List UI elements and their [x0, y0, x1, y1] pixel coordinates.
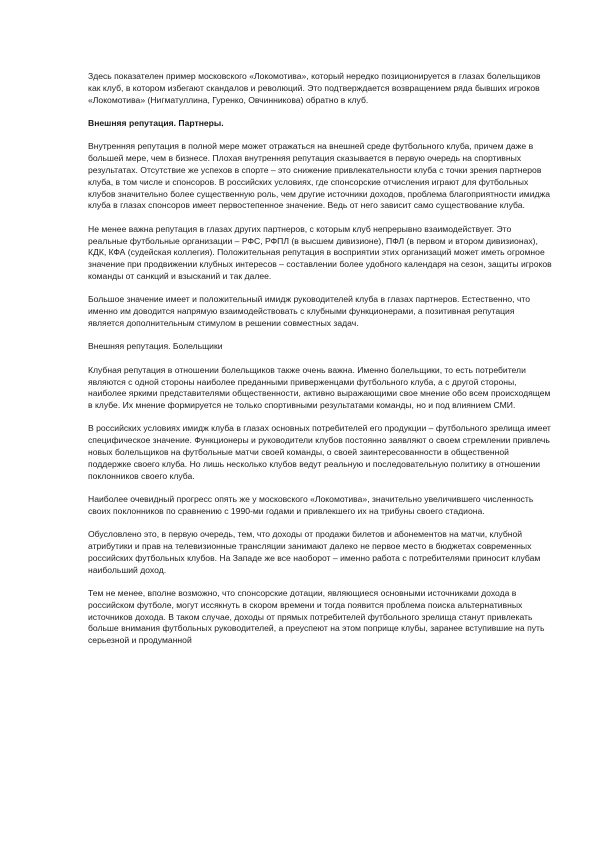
heading-partners: Внешняя репутация. Партнеры.	[88, 117, 224, 128]
paragraph-lokomotiv-example: Здесь показателен пример московского «Локомотива», который нередко позиционируется в глазах болельщиков как клуб, в котором избегают скандалов и революций. Это подтверждается возвращением ряда бывших игроков «Локомотива» (Нигматуллина, Гуренко, Овчинникова) обратно в клуб.	[88, 71, 541, 105]
paragraph-russian-conditions: В российских условиях имидж клуба в глазах основных потребителей его продукции – футбольного зрелища имеет специфическое значение. Функционеры и руководители клубов постоянно заявляют о своем стремлении привлечь новых болельщиков на футбольные матчи своей команды, о своей заинтересованности в общественной поддержке своего клуба. Но лишь несколько клубов ведут реальную и последовательную политику в отношении поклонников своего клуба.	[88, 423, 551, 481]
paragraph-sponsor-subsidies: Тем не менее, вполне возможно, что спонсорские дотации, являющиеся основными источниками дохода в российском футболе, могут иссякнуть в скором времени и тогда появится проблема поиска альтернативных источников дохода. В таком случае, доходы от прямых потребителей футбольного зрелища станут привлекать больше внимания футбольных руководителей, а преуспеют на этом поприще клубы, заранее вступившие на путь серьезной и продуманной	[88, 588, 545, 646]
heading-fans: Внешняя репутация. Болельщики	[88, 341, 223, 352]
paragraph-leaders-image: Большое значение имеет и положительный имидж руководителей клуба в глазах партнеров. Естественно, что именно им доводится напрямую взаимодействовать с клубными функционерами, а позитивная репутация является дополнительным стимулом в решении совместных задач.	[88, 294, 531, 328]
paragraph-lokomotiv-progress: Наиболее очевидный прогресс опять же у московского «Локомотива», значительно увеличившего численность своих поклонников по сравнению с 1990-ми годами и привлекшего их на трибуны своего стадиона.	[88, 494, 534, 516]
paragraph-revenue-reasons: Обусловлено это, в первую очередь, тем, что доходы от продажи билетов и абонементов на матчи, клубной атрибутики и прав на телевизионные трансляции занимают далеко не первое место в бюджетах современных российских футбольных клубов. На Западе же все наоборот – именно работа с потребителями приносит клубам наибольший доход.	[88, 529, 541, 575]
paragraph-fans-reputation: Клубная репутация в отношении болельщиков также очень важна. Именно болельщики, то есть потребители являются с одной стороны наиболее преданными приверженцами футбольного клуба, а с другой стороны, наиболее яркими представителями общественности, активно выражающими свое мнение обо всем происходящем в клубе. Их мнение формируется не только спортивными результатами команды, но и под влиянием СМИ.	[88, 364, 551, 411]
paragraph-internal-reputation: Внутренняя репутация в полной мере может отражаться на внешней среде футбольного клуба, причем даже в большей мере, чем в бизнесе. Плохая внутренняя репутация сказывается в первую очередь на спортивных результатах. Отсутствие же успехов в спорте – это снижение привлекательности клуба с точки зрения партнеров клуба, в том числе и спонсоров. В российских условиях, где спонсорские отчисления играют для футбольных клубов значительно более существенную роль, чем другие источники доходов, проблема благоприятности имиджа клуба в глазах спонсоров имеет первостепенное значение. Ведь от него зависит само существование клуба.	[88, 141, 551, 211]
document-body	[88, 71, 552, 659]
paragraph-other-partners: Не менее важна репутация в глазах других партнеров, с которым клуб непрерывно взаимодействует. Это реальные футбольные организации – РФС, РФПЛ (в высшем дивизионе), ПФЛ (в первом и втором дивизионах), КДК, КФА (судейская коллегия). Положительная репутация в восприятии этих организаций может иметь огромное значение при продвижении клубных интересов – составлении более удобного календаря на сезон, защиты игроков команды от санкций и взысканий и так далее.	[88, 223, 552, 281]
